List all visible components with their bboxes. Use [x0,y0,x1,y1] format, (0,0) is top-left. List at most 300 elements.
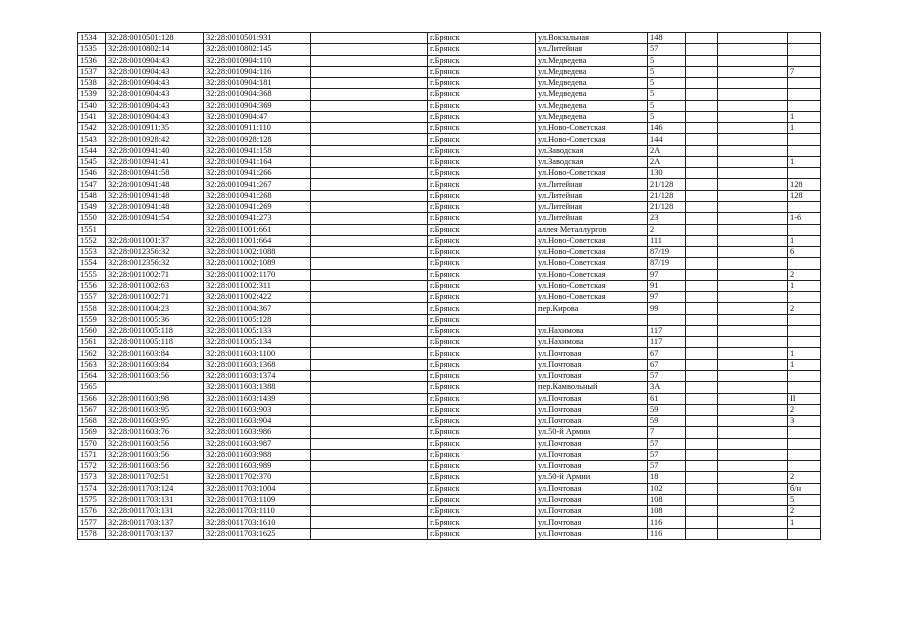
cell-extra [718,438,788,449]
table-row [78,292,821,303]
cell-row-number: 1555 [78,269,106,280]
cell-extra [718,528,788,539]
cell-cadastral-number: 32:28:0011001:661 [204,224,311,235]
cell-cadastral-quarter: 32:28:0010904:43 [106,89,204,100]
cell-street: ул.Медведева [536,55,648,66]
cell-extra [718,89,788,100]
cell-row-number: 1574 [78,483,106,494]
cell-name [311,156,428,167]
cell-cadastral-number: 32:28:0010904:369 [204,100,311,111]
cell-cadastral-quarter: 32:28:0010802:14 [106,44,204,55]
cell-name [311,314,428,325]
cell-city: г.Брянск [428,494,536,505]
cell-building [686,55,718,66]
cell-name [311,89,428,100]
cell-cadastral-quarter: 32:28:0010928:42 [106,134,204,145]
table-row [78,382,821,393]
cell-name [311,280,428,291]
cell-name [311,213,428,224]
cell-row-number: 1538 [78,78,106,89]
table-row [78,370,821,381]
cell-city: г.Брянск [428,303,536,314]
cell-building [686,134,718,145]
table-row [78,224,821,235]
cell-cadastral-number: 32:28:0011002:311 [204,280,311,291]
cell-street: ул.50-й Армии [536,472,648,483]
cell-extra [718,393,788,404]
cell-cadastral-number: 32:28:0011703:1109 [204,494,311,505]
cell-house-number: 117 [648,337,686,348]
cell-city: г.Брянск [428,100,536,111]
cell-cadastral-quarter: 32:28:0010941:58 [106,168,204,179]
cell-apartment [788,78,821,89]
cell-apartment: 1 [788,123,821,134]
cell-cadastral-number: 32:28:0011603:986 [204,427,311,438]
cell-name [311,494,428,505]
cell-street: ул.Почтовая [536,393,648,404]
cell-row-number: 1550 [78,213,106,224]
cell-city: г.Брянск [428,438,536,449]
cell-apartment [788,438,821,449]
cell-name [311,235,428,246]
cell-extra [718,145,788,156]
cell-house-number: 148 [648,33,686,44]
table-row [78,494,821,505]
cell-name [311,123,428,134]
cell-street: ул.Почтовая [536,404,648,415]
cell-name [311,303,428,314]
cell-building [686,517,718,528]
cell-cadastral-number: 32:28:0011603:1368 [204,359,311,370]
cell-cadastral-number: 32:28:0010802:145 [204,44,311,55]
cell-house-number: 18 [648,472,686,483]
cell-city: г.Брянск [428,393,536,404]
table-row [78,517,821,528]
cell-apartment [788,258,821,269]
cell-row-number: 1561 [78,337,106,348]
cell-house-number: 111 [648,235,686,246]
cell-house-number: 57 [648,461,686,472]
cell-building [686,44,718,55]
cell-city: г.Брянск [428,461,536,472]
cell-house-number: 108 [648,494,686,505]
cell-cadastral-quarter: 32:28:0012356:32 [106,258,204,269]
cell-cadastral-number: 32:28:0011004:367 [204,303,311,314]
cell-name [311,438,428,449]
cell-cadastral-number: 32:28:0011603:988 [204,449,311,460]
cell-city: г.Брянск [428,382,536,393]
cell-apartment [788,33,821,44]
cell-city: г.Брянск [428,370,536,381]
cell-row-number: 1541 [78,111,106,122]
cell-apartment: 7 [788,66,821,77]
cell-house-number: 108 [648,506,686,517]
cell-cadastral-quarter: 32:28:0011005:118 [106,337,204,348]
cell-city: г.Брянск [428,201,536,212]
cell-street: ул.Медведева [536,66,648,77]
cell-apartment [788,201,821,212]
cell-row-number: 1562 [78,348,106,359]
cell-street: ул.Литейная [536,190,648,201]
cell-name [311,416,428,427]
cell-extra [718,66,788,77]
cell-building [686,483,718,494]
cell-street: ул.Почтовая [536,359,648,370]
cell-extra [718,213,788,224]
cell-extra [718,404,788,415]
cell-extra [718,235,788,246]
cell-city: г.Брянск [428,449,536,460]
cell-cadastral-quarter: 32:28:0011603:84 [106,359,204,370]
cell-street: ул.Почтовая [536,348,648,359]
cell-extra [718,348,788,359]
cell-row-number: 1546 [78,168,106,179]
cell-extra [718,337,788,348]
cell-building [686,224,718,235]
cell-row-number: 1577 [78,517,106,528]
cell-apartment [788,325,821,336]
cell-building [686,449,718,460]
cell-name [311,404,428,415]
cell-row-number: 1545 [78,156,106,167]
cell-street: ул.Почтовая [536,517,648,528]
cell-name [311,190,428,201]
cell-building [686,145,718,156]
cell-street: ул.50-й Армии [536,427,648,438]
cell-city: г.Брянск [428,280,536,291]
cell-apartment: II [788,393,821,404]
cell-cadastral-quarter: 32:28:0010904:43 [106,100,204,111]
cell-cadastral-quarter: 32:28:0010941:54 [106,213,204,224]
cell-cadastral-number: 32:28:0010941:266 [204,168,311,179]
cell-house-number: 5 [648,55,686,66]
cell-extra [718,224,788,235]
cell-row-number: 1572 [78,461,106,472]
table-row [78,449,821,460]
cell-extra [718,472,788,483]
cell-row-number: 1565 [78,382,106,393]
cell-cadastral-quarter: 32:28:0011603:56 [106,370,204,381]
table-row [78,506,821,517]
cell-cadastral-quarter: 32:28:0011703:137 [106,517,204,528]
cell-apartment: 2 [788,269,821,280]
cell-row-number: 1557 [78,292,106,303]
cell-cadastral-number: 32:28:0011001:664 [204,235,311,246]
cell-cadastral-quarter: 32:28:0010941:41 [106,156,204,167]
cell-building [686,247,718,258]
cell-name [311,337,428,348]
cell-cadastral-number: 32:28:0011002:422 [204,292,311,303]
cell-house-number: 97 [648,269,686,280]
cell-city: г.Брянск [428,528,536,539]
cell-extra [718,359,788,370]
cell-row-number: 1563 [78,359,106,370]
cell-house-number: 130 [648,168,686,179]
cell-extra [718,201,788,212]
cell-building [686,382,718,393]
cell-name [311,111,428,122]
cell-street: ул.Ново-Советская [536,123,648,134]
cell-apartment: 1-6 [788,213,821,224]
cell-city: г.Брянск [428,156,536,167]
cell-row-number: 1539 [78,89,106,100]
cell-street: ул.Заводская [536,145,648,156]
cell-house-number: 5 [648,89,686,100]
cell-house-number: 144 [648,134,686,145]
cell-row-number: 1540 [78,100,106,111]
cell-street: ул.Ново-Советская [536,269,648,280]
table-row [78,33,821,44]
cell-cadastral-number: 32:28:0011603:903 [204,404,311,415]
cell-building [686,190,718,201]
cell-building [686,438,718,449]
cell-cadastral-quarter: 32:28:0011603:56 [106,449,204,460]
cell-city: г.Брянск [428,111,536,122]
cell-cadastral-number: 32:28:0010911:110 [204,123,311,134]
cell-house-number: 57 [648,44,686,55]
cell-cadastral-number: 32:28:0011603:989 [204,461,311,472]
cell-apartment [788,461,821,472]
table-row [78,111,821,122]
cell-apartment: 1 [788,517,821,528]
cell-house-number: 102 [648,483,686,494]
cell-city: г.Брянск [428,78,536,89]
cell-city: г.Брянск [428,359,536,370]
cell-building [686,314,718,325]
cell-building [686,66,718,77]
cell-street: ул.Почтовая [536,370,648,381]
cell-house-number: 5 [648,111,686,122]
cell-city: г.Брянск [428,404,536,415]
cell-extra [718,156,788,167]
cell-city: г.Брянск [428,55,536,66]
table-row [78,280,821,291]
cell-building [686,213,718,224]
table-row [78,258,821,269]
cell-city: г.Брянск [428,66,536,77]
cell-street: ул.Ново-Советская [536,168,648,179]
cell-cadastral-number: 32:28:0011002:1088 [204,247,311,258]
cell-name [311,44,428,55]
cell-apartment: 1 [788,111,821,122]
cell-city: г.Брянск [428,235,536,246]
cell-name [311,269,428,280]
cell-cadastral-quarter: 32:28:0011703:131 [106,506,204,517]
cell-row-number: 1543 [78,134,106,145]
table-row [78,213,821,224]
cell-cadastral-number: 32:28:0010941:267 [204,179,311,190]
cell-name [311,168,428,179]
cell-apartment [788,134,821,145]
cell-row-number: 1553 [78,247,106,258]
cell-building [686,78,718,89]
cell-street: ул.Ново-Советская [536,134,648,145]
cell-house-number: 21/128 [648,190,686,201]
cell-name [311,528,428,539]
cell-cadastral-quarter: 32:28:0010941:48 [106,179,204,190]
cell-cadastral-quarter: 32:28:0010941:48 [106,201,204,212]
cell-building [686,325,718,336]
cell-house-number: 116 [648,528,686,539]
cell-extra [718,483,788,494]
cell-apartment [788,382,821,393]
cell-building [686,258,718,269]
cell-apartment [788,314,821,325]
cell-cadastral-number: 32:28:0010941:273 [204,213,311,224]
cell-cadastral-number: 32:28:0011703:1004 [204,483,311,494]
cell-name [311,179,428,190]
cell-name [311,33,428,44]
cell-apartment: 1 [788,156,821,167]
cell-cadastral-quarter: 32:28:0011702:51 [106,472,204,483]
cell-street: ул.Медведева [536,78,648,89]
cell-extra [718,280,788,291]
cell-city: г.Брянск [428,506,536,517]
table-row [78,404,821,415]
cell-extra [718,123,788,134]
cell-name [311,370,428,381]
cell-cadastral-number: 32:28:0010941:269 [204,201,311,212]
cell-name [311,359,428,370]
cell-house-number: 59 [648,416,686,427]
cell-apartment [788,292,821,303]
cell-house-number: 3А [648,382,686,393]
cell-building [686,472,718,483]
cell-cadastral-number: 32:28:0011603:987 [204,438,311,449]
cell-city: г.Брянск [428,314,536,325]
register-table [77,32,821,540]
cell-apartment: 3 [788,416,821,427]
cell-apartment: 2 [788,404,821,415]
cell-apartment [788,224,821,235]
cell-apartment: 5 [788,494,821,505]
table-row [78,269,821,280]
table-row [78,247,821,258]
cell-extra [718,517,788,528]
cell-house-number: 146 [648,123,686,134]
cell-extra [718,427,788,438]
cell-city: г.Брянск [428,416,536,427]
cell-name [311,449,428,460]
cell-building [686,179,718,190]
cell-cadastral-number: 32:28:0011702:370 [204,472,311,483]
cell-cadastral-quarter: 32:28:0012356:32 [106,247,204,258]
cell-street: ул.Вокзальная [536,33,648,44]
cell-building [686,404,718,415]
cell-building [686,416,718,427]
cell-house-number: 23 [648,213,686,224]
cell-cadastral-quarter: 32:28:0010911:35 [106,123,204,134]
cell-row-number: 1548 [78,190,106,201]
table-row [78,66,821,77]
cell-cadastral-number: 32:28:0010941:158 [204,145,311,156]
cell-row-number: 1556 [78,280,106,291]
cell-cadastral-number: 32:28:0010904:47 [204,111,311,122]
cell-name [311,461,428,472]
cell-street: ул.Ново-Советская [536,235,648,246]
cell-row-number: 1535 [78,44,106,55]
cell-cadastral-quarter [106,382,204,393]
cell-apartment [788,427,821,438]
cell-street: аллея Металлургов [536,224,648,235]
cell-house-number: 97 [648,292,686,303]
cell-city: г.Брянск [428,292,536,303]
cell-apartment [788,44,821,55]
table-row [78,123,821,134]
cell-cadastral-quarter: 32:28:0011603:84 [106,348,204,359]
cell-extra [718,100,788,111]
cell-row-number: 1568 [78,416,106,427]
cell-cadastral-quarter: 32:28:0011004:23 [106,303,204,314]
cell-building [686,494,718,505]
cell-house-number: 21/128 [648,179,686,190]
cell-row-number: 1570 [78,438,106,449]
cell-building [686,89,718,100]
cell-row-number: 1559 [78,314,106,325]
cell-apartment [788,55,821,66]
cell-extra [718,449,788,460]
cell-apartment: 128 [788,179,821,190]
cell-building [686,461,718,472]
cell-apartment: б/н [788,483,821,494]
cell-name [311,224,428,235]
cell-extra [718,168,788,179]
cell-extra [718,292,788,303]
cell-name [311,348,428,359]
cell-extra [718,179,788,190]
cell-building [686,201,718,212]
cell-building [686,359,718,370]
cell-city: г.Брянск [428,483,536,494]
cell-house-number: 87/19 [648,247,686,258]
cell-cadastral-number: 32:28:0011603:904 [204,416,311,427]
cell-street: ул.Медведева [536,111,648,122]
cell-house-number: 59 [648,404,686,415]
cell-name [311,382,428,393]
table-row [78,190,821,201]
cell-cadastral-quarter: 32:28:0011603:95 [106,416,204,427]
cell-apartment: 1 [788,348,821,359]
cell-street: ул.Заводская [536,156,648,167]
cell-cadastral-quarter: 32:28:0011603:56 [106,461,204,472]
cell-apartment [788,370,821,381]
cell-cadastral-quarter: 32:28:0010941:40 [106,145,204,156]
cell-building [686,427,718,438]
cell-street: ул.Ново-Советская [536,292,648,303]
cell-cadastral-quarter: 32:28:0011603:56 [106,438,204,449]
cell-street: ул.Литейная [536,201,648,212]
cell-street: ул.Почтовая [536,483,648,494]
cell-house-number: 87/19 [648,258,686,269]
cell-building [686,123,718,134]
cell-cadastral-number: 32:28:0011703:1625 [204,528,311,539]
cell-apartment: 1 [788,280,821,291]
cell-cadastral-number: 32:28:0010928:128 [204,134,311,145]
cell-apartment [788,145,821,156]
cell-apartment [788,100,821,111]
cell-house-number: 91 [648,280,686,291]
table-row [78,348,821,359]
cell-cadastral-number: 32:28:0010904:116 [204,66,311,77]
cell-building [686,337,718,348]
cell-extra [718,314,788,325]
cell-cadastral-quarter [106,224,204,235]
cell-extra [718,258,788,269]
cell-city: г.Брянск [428,213,536,224]
cell-extra [718,247,788,258]
cell-row-number: 1558 [78,303,106,314]
cell-house-number [648,314,686,325]
